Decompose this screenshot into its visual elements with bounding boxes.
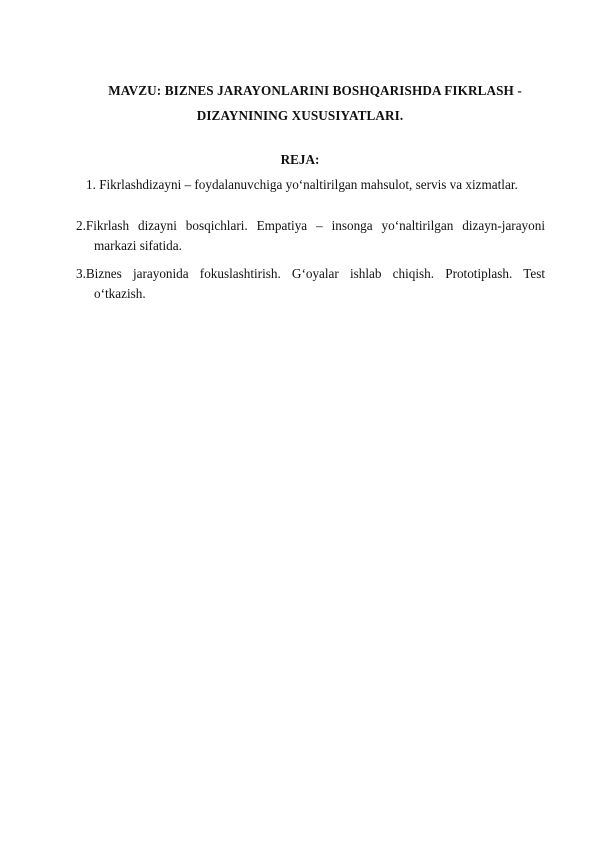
plan-item-1: 1. Fikrlashdizayni – foydalanuvchiga yo‘naltirilgan mahsulot, servis va xizmatlar. [86,177,518,192]
plan-item-2-line-2: markazi sifatida. [94,238,182,253]
plan-item-3-line-2: o‘tkazish. [94,286,146,301]
document-title-line-2: DIZAYNINING XUSUSIYATLARI. [196,108,404,123]
document-title-line-1: MAVZU: BIZNES JARAYONLARINI BOSHQARISHDA FIKRLASH - [108,83,522,98]
plan-heading: REJA: [280,152,320,167]
plan-item-3-line-1: 3.Biznes jarayonida fokuslashtirish. G‘oyalar ishlab chiqish. Prototiplash. Test [76,266,545,281]
plan-item-2-line-1: 2.Fikrlash dizayni bosqichlari. Empatiya – insonga yo‘naltirilgan dizayn-jarayoni [76,218,545,233]
